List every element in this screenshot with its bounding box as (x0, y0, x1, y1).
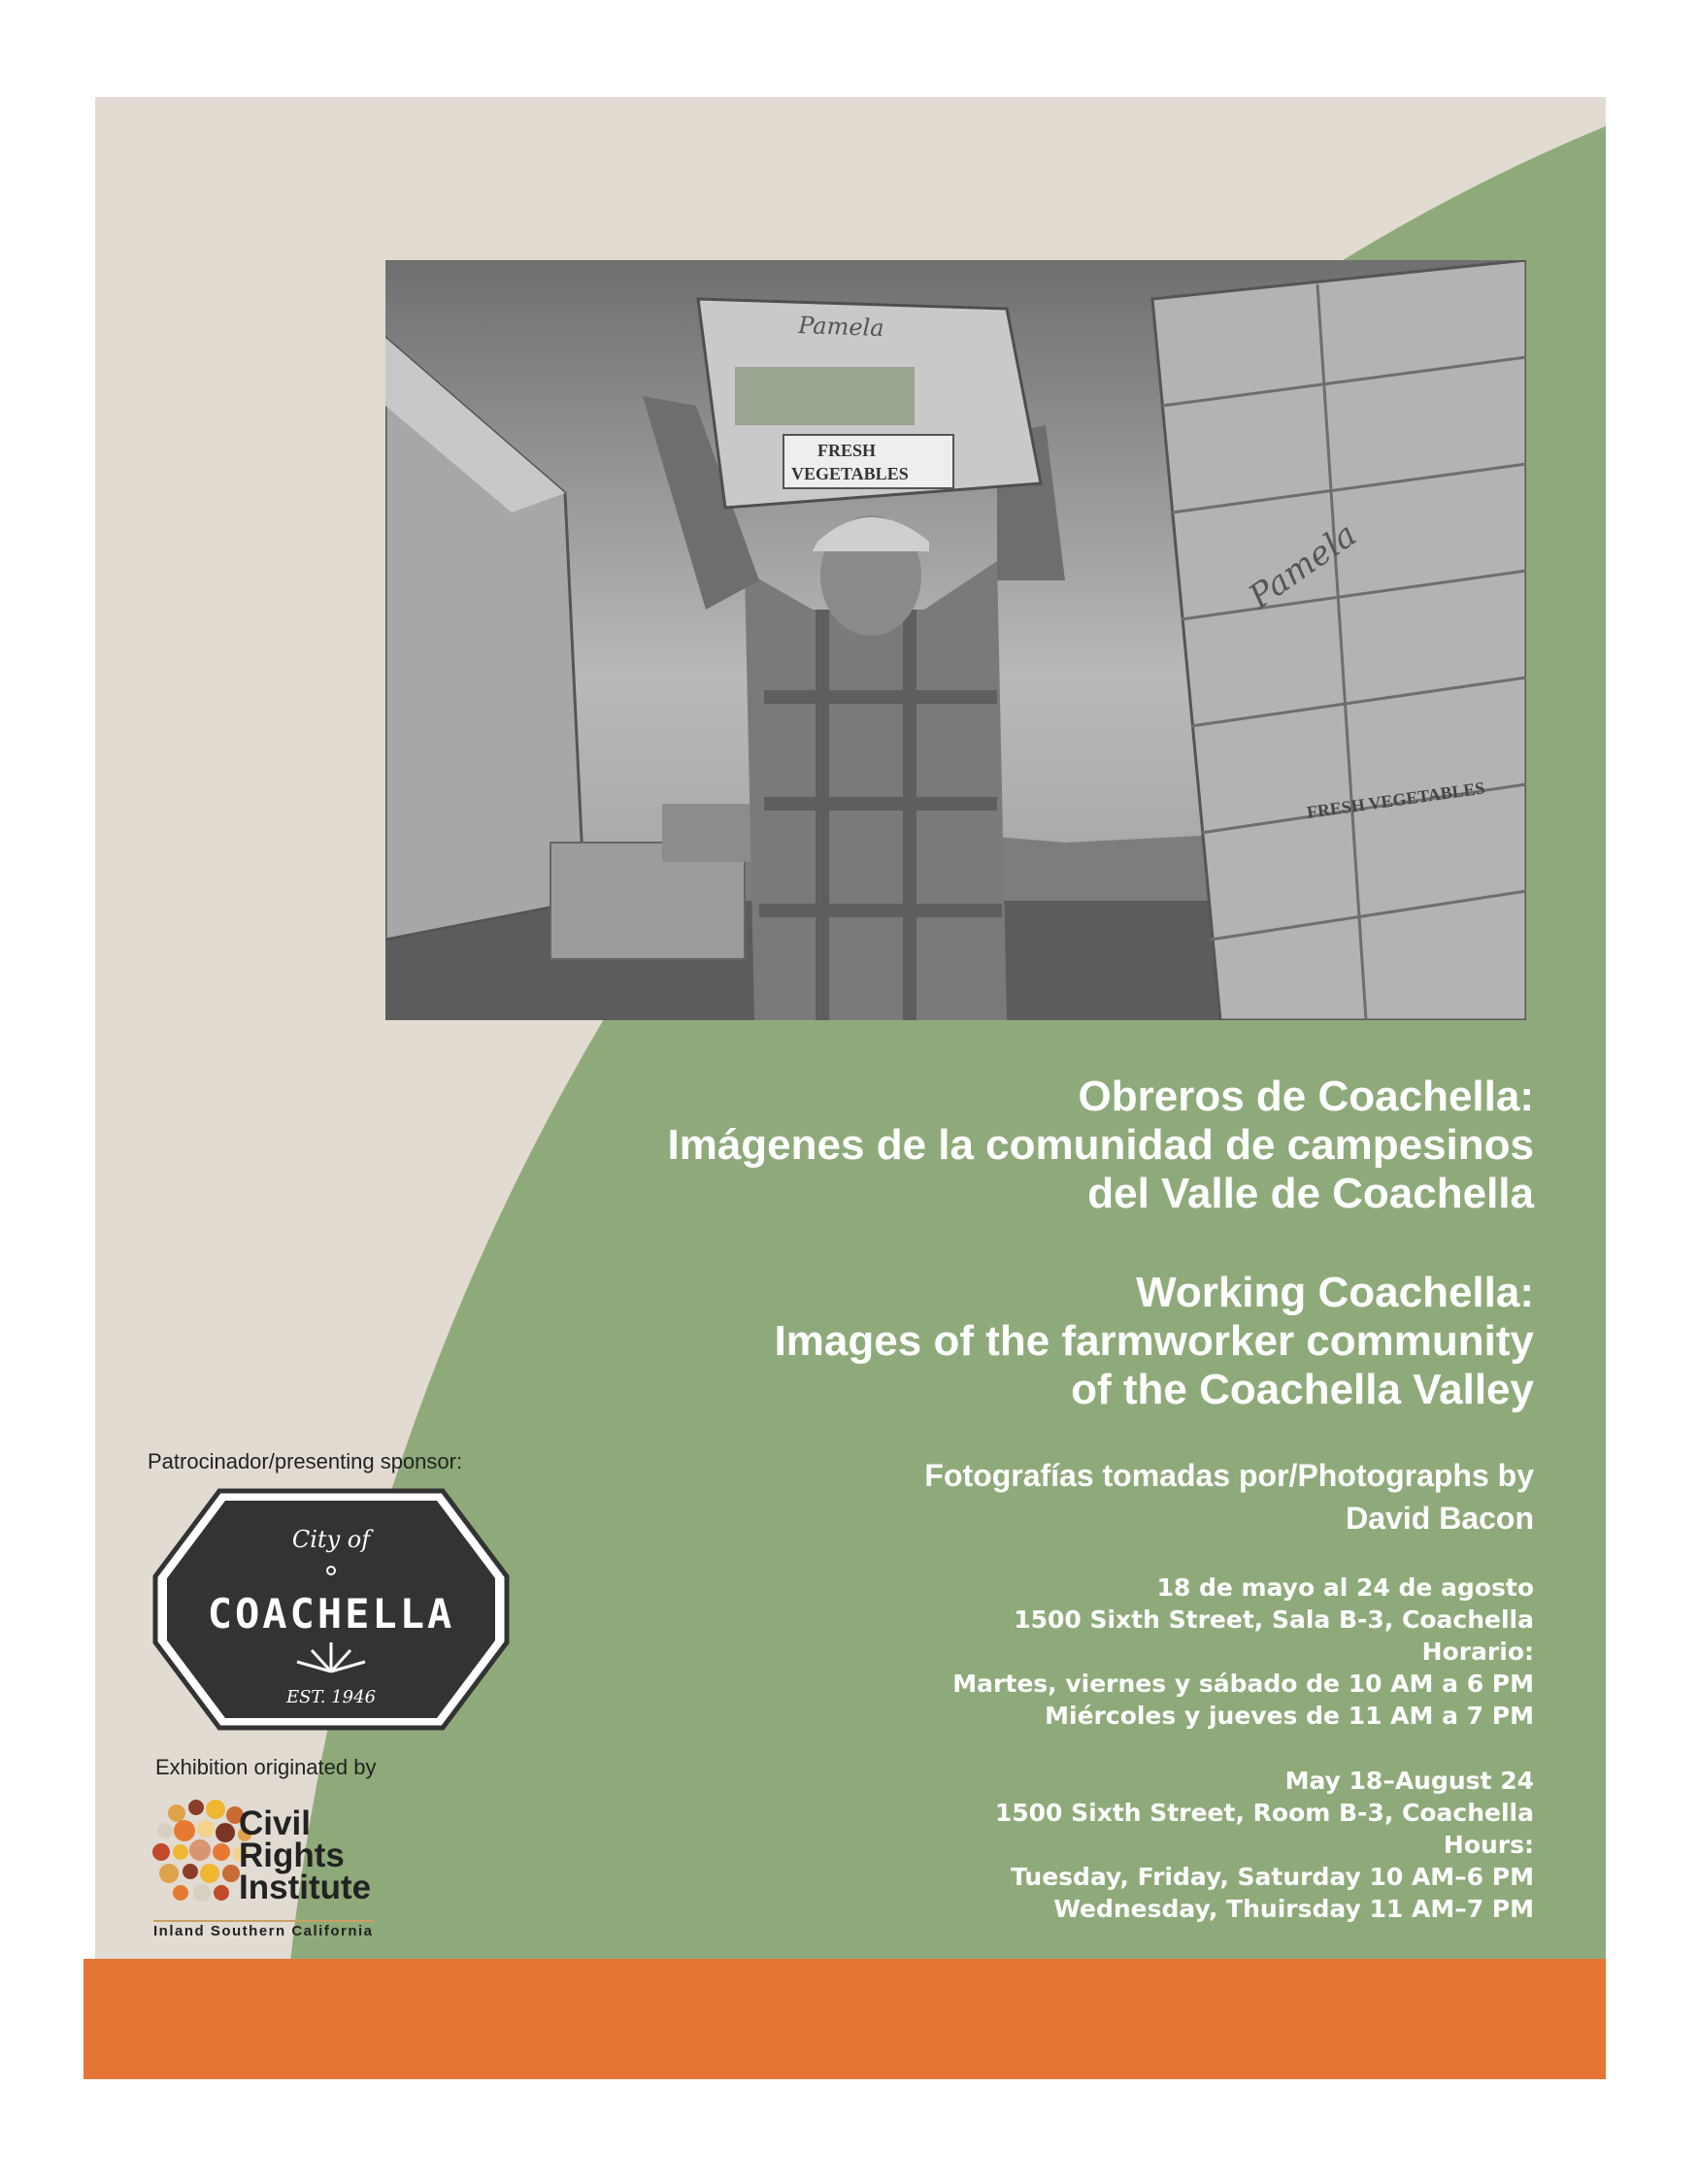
title-spanish (667, 1073, 1534, 1218)
credit-line1: Fotografías tomadas por/Photographs by (924, 1458, 1534, 1493)
info-en-hours2: Wednesday, Thuirsday 11 AM–7 PM (1053, 1895, 1534, 1923)
logo-city-of: City of (291, 1526, 371, 1553)
title-en-line1: Working Coachella: (1136, 1269, 1534, 1316)
box-label-brand: Pamela (797, 312, 885, 343)
exhibit-info-spanish (952, 1572, 1534, 1732)
title-en-line2: Images of the farmworker community (774, 1317, 1534, 1365)
logo-est: EST. 1946 (285, 1687, 377, 1707)
exhibition-poster (95, 97, 1606, 1970)
info-es-address: 1500 Sixth Street, Sala B-3, Coachella (1014, 1605, 1534, 1634)
photo-illustration (385, 260, 1526, 1020)
credit-line2: David Bacon (1346, 1501, 1534, 1536)
cri-name (239, 1804, 372, 1906)
title-es-line3: del Valle de Coachella (1087, 1170, 1534, 1217)
title-en-line3: of the Coachella Valley (1071, 1366, 1534, 1413)
sponsor-label: Patrocinador/presenting sponsor: (148, 1449, 463, 1473)
city-of-coachella-logo (151, 1487, 511, 1732)
box-label-fresh: FRESH (817, 441, 877, 460)
info-en-address: 1500 Sixth Street, Room B-3, Coachella (994, 1799, 1534, 1827)
orange-footer-bar (83, 1959, 1617, 2079)
title-english (775, 1269, 1534, 1414)
info-es-hours1: Martes, viernes y sábado de 10 AM a 6 PM (952, 1670, 1534, 1698)
origin-label: Exhibition originated by (155, 1755, 377, 1779)
title-es-line1: Obreros de Coachella: (1078, 1073, 1534, 1120)
photographer-credit (924, 1454, 1534, 1539)
dot-cluster-icon (152, 1800, 251, 1902)
farmworker-photo (385, 260, 1526, 1020)
box-label-vegetables: VEGETABLES (791, 464, 909, 483)
cri-name-line1: Civil (239, 1804, 311, 1842)
info-en-dates: May 18–August 24 (1284, 1767, 1534, 1795)
info-es-hours2: Miércoles y jueves de 11 AM a 7 PM (1045, 1702, 1534, 1730)
stack-label-brand: Pamela (1242, 514, 1364, 617)
logo-coachella: COACHELLA (207, 1590, 455, 1638)
info-es-hours-label: Horario: (1421, 1638, 1534, 1666)
cri-subtitle: Inland Southern California (153, 1920, 374, 1939)
cri-name-line2: Rights (239, 1837, 345, 1874)
title-es-line2: Imágenes de la comunidad de campesinos (667, 1121, 1534, 1169)
exhibit-info-english (995, 1765, 1534, 1925)
cri-name-line3: Institute (239, 1869, 372, 1906)
info-en-hours1: Tuesday, Friday, Saturday 10 AM–6 PM (1011, 1863, 1534, 1891)
info-es-dates: 18 de mayo al 24 de agosto (1156, 1573, 1534, 1602)
stack-label-fresh: FRESH VEGETABLES (1305, 778, 1486, 822)
info-en-hours-label: Hours: (1443, 1831, 1534, 1859)
